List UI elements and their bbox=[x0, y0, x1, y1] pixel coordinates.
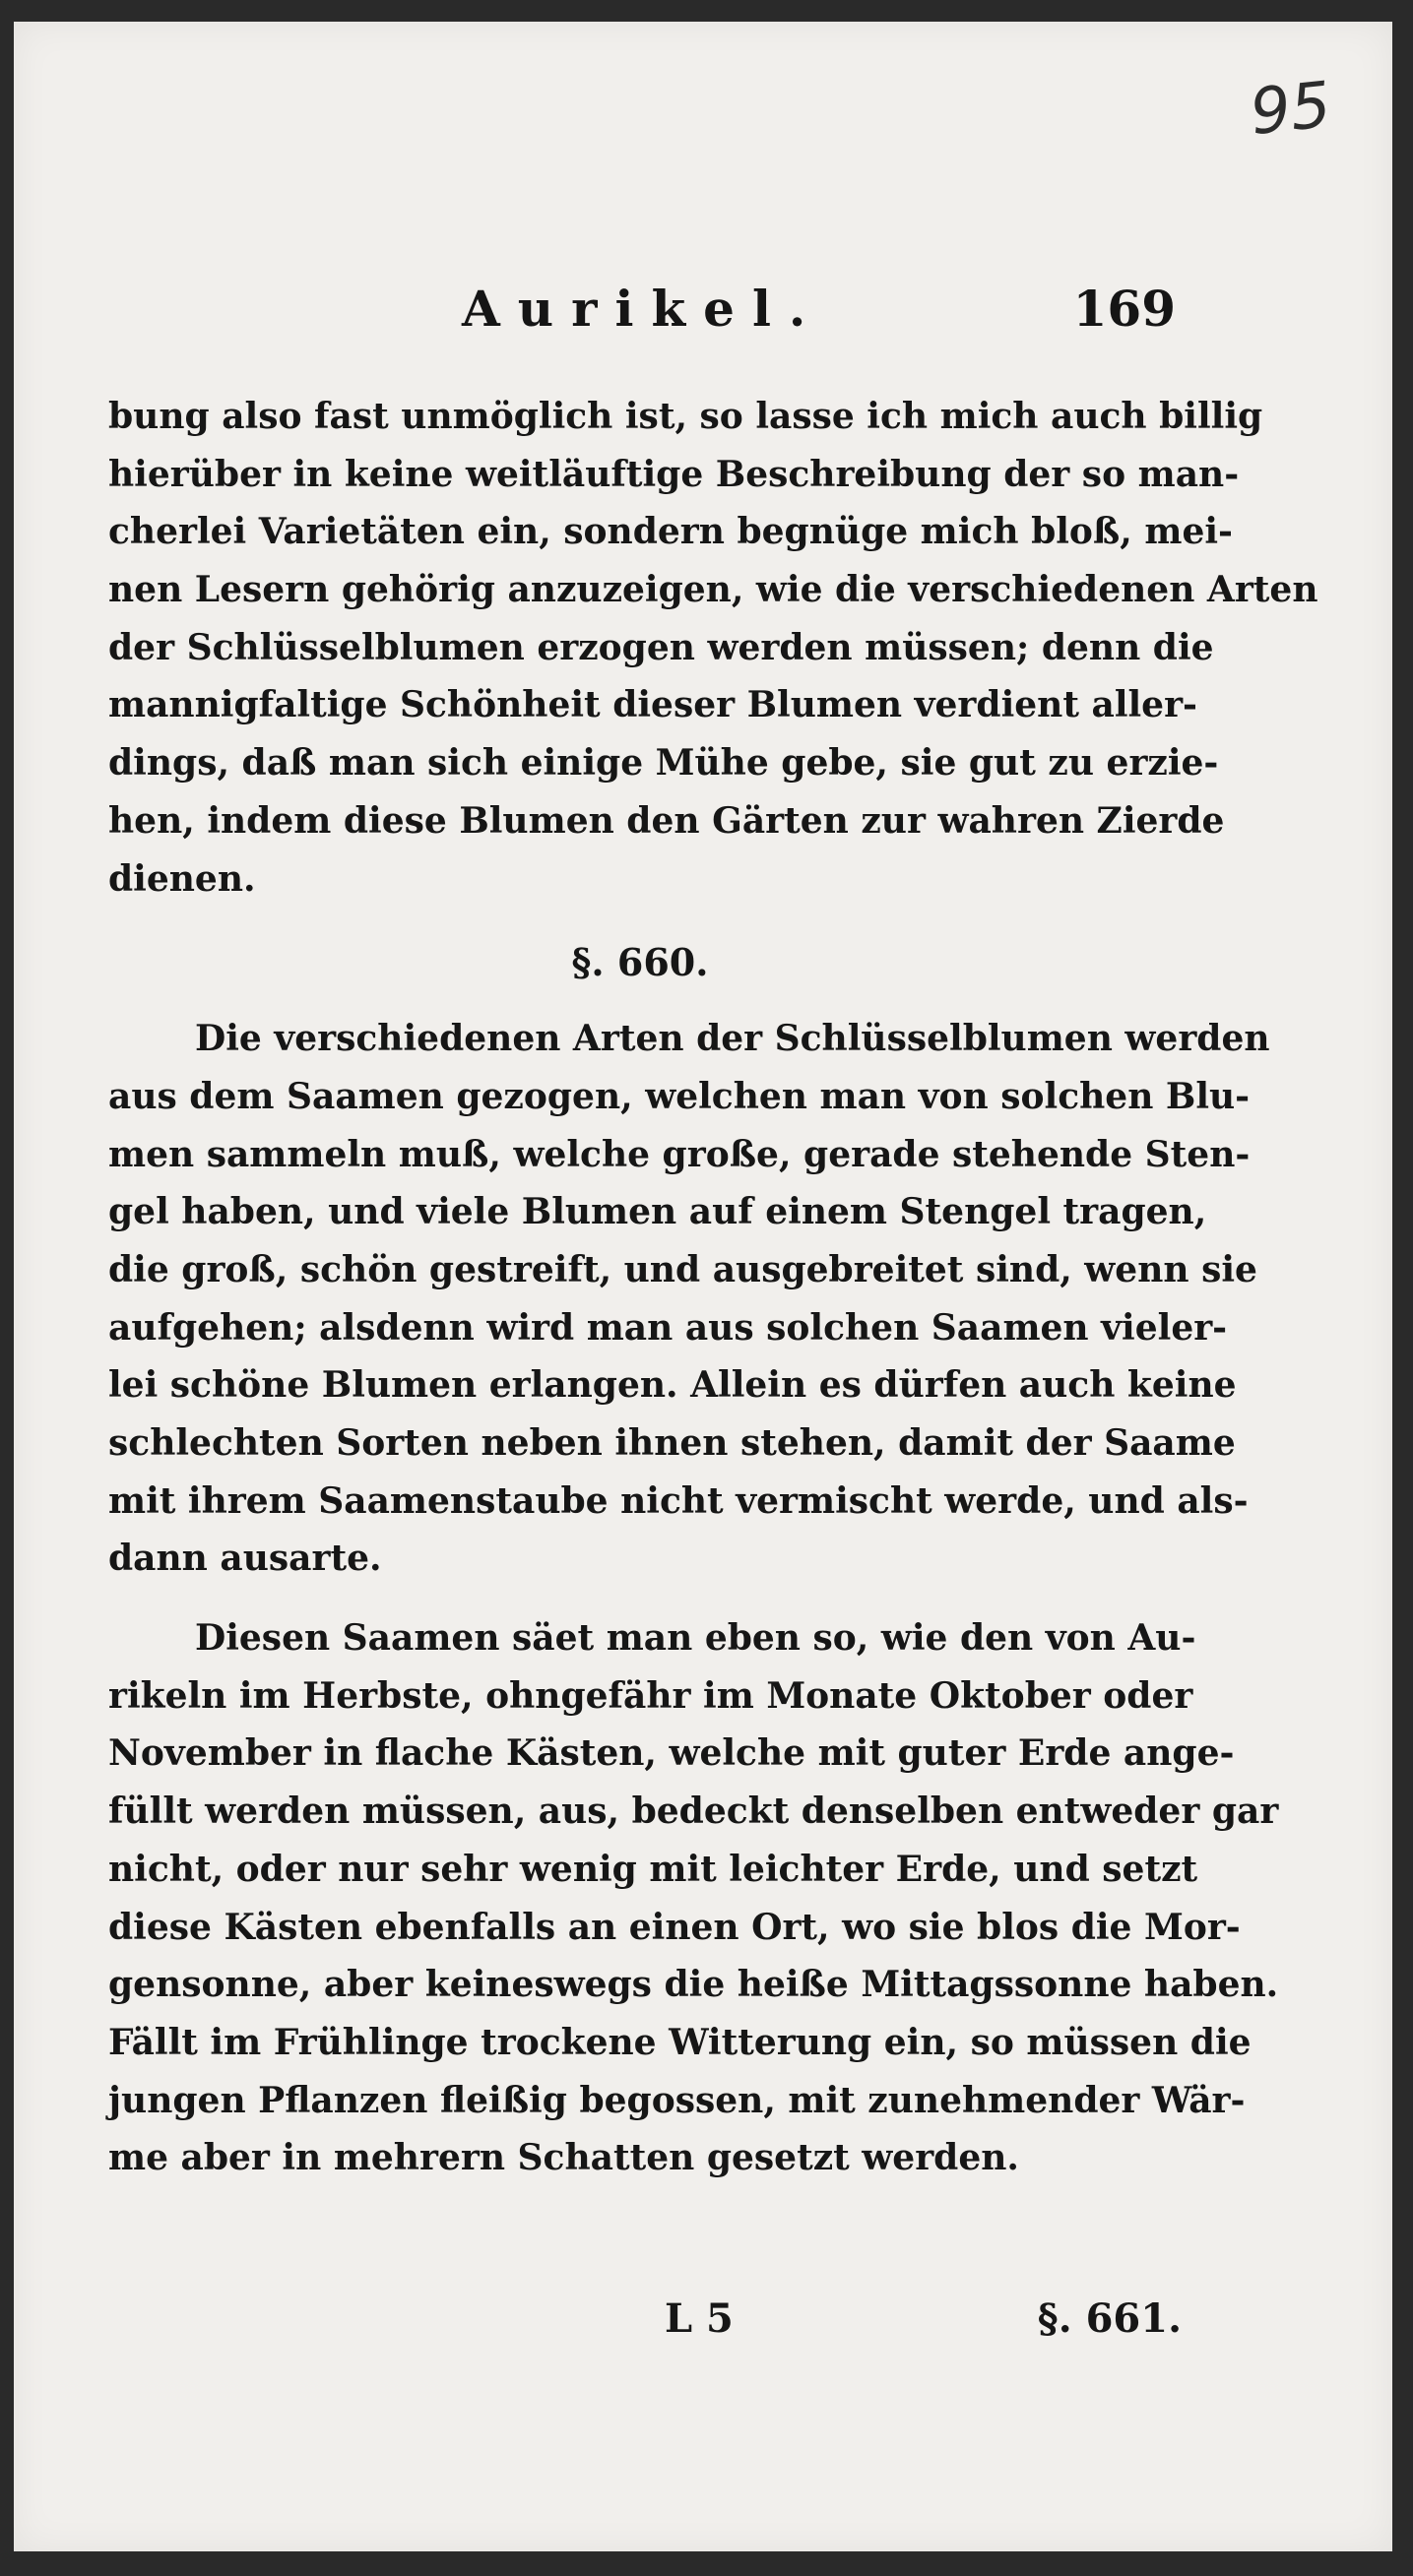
text-line: die groß, schön gestreift, und ausgebreitet sind, wenn sie bbox=[108, 1248, 1257, 1290]
text-line: Die verschiedenen Arten der Schlüsselblumen werden bbox=[195, 1018, 1270, 1060]
book-page bbox=[14, 22, 1392, 2551]
text-line: der Schlüsselblumen erzogen werden müssen; denn die bbox=[108, 626, 1214, 668]
text-line: rikeln im Herbste, ohngefähr im Monate Oktober oder bbox=[108, 1674, 1193, 1717]
text-line: hen, indem diese Blumen den Gärten zur wahren Zierde bbox=[108, 799, 1225, 842]
text-line: gensonne, aber keineswegs die heiße Mittagssonne haben. bbox=[108, 1964, 1279, 2006]
paragraph-seed-sowing bbox=[108, 1010, 1270, 1588]
paragraph-sowing-method bbox=[108, 1609, 1279, 2187]
page-number: 169 bbox=[1072, 280, 1176, 338]
text-line: Diesen Saamen säet man eben so, wie den von Au- bbox=[195, 1617, 1196, 1660]
text-line: me aber in mehrern Schatten gesetzt werden. bbox=[108, 2137, 1019, 2179]
printer-signature-mark: L 5 bbox=[665, 2295, 734, 2342]
text-line: aufgehen; alsdenn wird man aus solchen Saamen vieler- bbox=[108, 1306, 1228, 1349]
text-line: Fällt im Frühlinge trockene Witterung ein, so müssen die bbox=[108, 2021, 1252, 2063]
page-footer bbox=[108, 2295, 1182, 2355]
text-line: schlechten Sorten neben ihnen stehen, damit der Saame bbox=[108, 1422, 1236, 1464]
handwritten-folio-number: 95 bbox=[1247, 68, 1335, 151]
text-line: jungen Pflanzen fleißig begossen, mit zunehmender Wär- bbox=[108, 2079, 1246, 2121]
text-line: cherlei Varietäten ein, sondern begnüge mich bloß, mei- bbox=[108, 511, 1233, 553]
body-text bbox=[108, 388, 1318, 2187]
catchword: §. 661. bbox=[1037, 2295, 1182, 2342]
text-line: hierüber in keine weitläuftige Beschreibung der so man- bbox=[108, 453, 1240, 495]
text-line: men sammeln muß, welche große, gerade stehende Sten- bbox=[108, 1133, 1251, 1175]
page-header bbox=[447, 280, 1176, 348]
paragraph-continued bbox=[108, 388, 1318, 908]
section-heading: §. 660. bbox=[571, 940, 709, 985]
text-line: aus dem Saamen gezogen, welchen man von solchen Blu- bbox=[108, 1075, 1251, 1117]
text-line: dings, daß man sich einige Mühe gebe, sie gut zu erzie- bbox=[108, 742, 1219, 785]
text-line: gel haben, und viele Blumen auf einem Stengel tragen, bbox=[108, 1191, 1207, 1233]
text-line: dienen. bbox=[108, 857, 256, 900]
text-line: füllt werden müssen, aus, bedeckt denselben entweder gar bbox=[108, 1791, 1279, 1833]
text-line: nen Lesern gehörig anzuzeigen, wie die verschiedenen Arten bbox=[108, 569, 1318, 611]
running-title: Aurikel. bbox=[462, 280, 824, 338]
text-line: bung also fast unmöglich ist, so lasse ich mich auch billig bbox=[108, 396, 1263, 437]
paragraph-gap bbox=[108, 1588, 1172, 1609]
text-line: lei schöne Blumen erlangen. Allein es dürfen auch keine bbox=[108, 1364, 1237, 1407]
text-line: dann ausarte. bbox=[108, 1538, 382, 1580]
text-line: nicht, oder nur sehr wenig mit leichter Erde, und setzt bbox=[108, 1848, 1198, 1890]
text-line: diese Kästen ebenfalls an einen Ort, wo sie blos die Mor- bbox=[108, 1906, 1241, 1948]
text-line: mit ihrem Saamenstaube nicht vermischt werde, und als- bbox=[108, 1479, 1249, 1522]
text-line: November in flache Kästen, welche mit guter Erde ange- bbox=[108, 1732, 1235, 1775]
text-line: mannigfaltige Schönheit dieser Blumen verdient aller- bbox=[108, 684, 1197, 726]
